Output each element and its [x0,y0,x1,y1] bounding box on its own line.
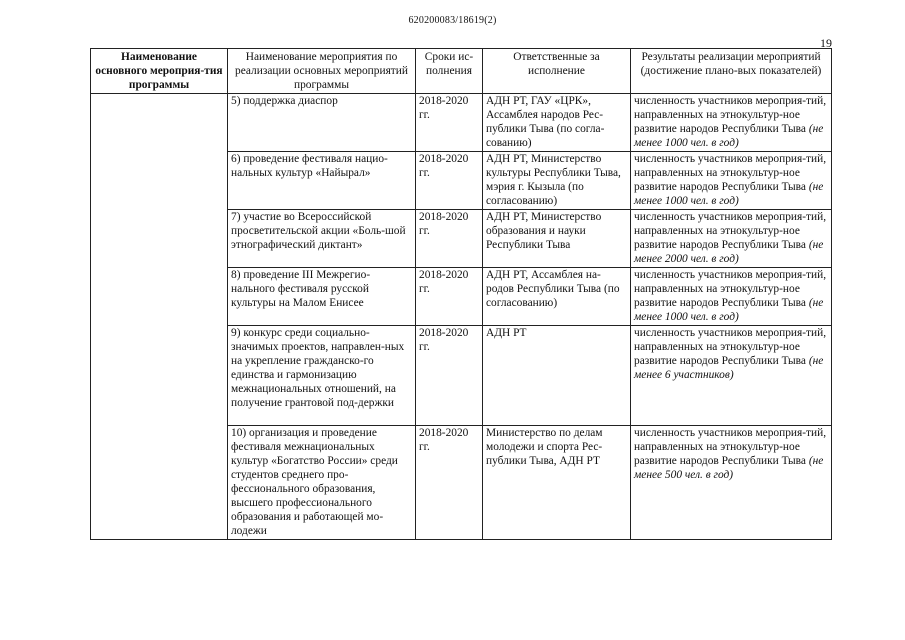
result-target: (не менее 2000 чел. в год) [634,239,824,265]
activity-cell: 10) организация и проведение фестиваля межнациональных культур «Богатство России» среди студентов среднего про-фессионального образования, высшего профессионального образования и работающей мо-лодежи [228,426,416,540]
result-target: (не менее 1000 чел. в год) [634,181,824,207]
result-cell [631,152,832,210]
result-target: (не менее 1000 чел. в год) [634,297,824,323]
header-main-activity: Наименование основного мероприя-тия программы [91,49,228,94]
period-cell: 2018-2020 гг. [416,268,483,326]
activity-cell: 6) проведение фестиваля нацио-нальных культур «Найырал» [228,152,416,210]
period-cell: 2018-2020 гг. [416,326,483,426]
result-cell [631,426,832,540]
responsible-cell: АДН РТ, Министерство культуры Республики Тыва, мэрия г. Кызыла (по согласованию) [483,152,631,210]
activity-cell: 9) конкурс среди социально-значимых проектов, направлен-ных на укрепление гражданско-го единства и гармонизацию межнациональных отношений, на получение грантовой под-держки [228,326,416,426]
result-cell [631,326,832,426]
activity-cell: 8) проведение III Межрегио-нального фестиваля русской культуры на Малом Енисее [228,268,416,326]
result-target: (не менее 500 чел. в год) [634,455,824,481]
header-activity: Наименование мероприятия по реализации основных мероприятий программы [228,49,416,94]
responsible-cell: АДН РТ [483,326,631,426]
header-results: Результаты реализации мероприятий (достижение плано-вых показателей) [631,49,832,94]
period-cell: 2018-2020 гг. [416,426,483,540]
result-cell [631,268,832,326]
table-row [91,94,832,152]
result-cell [631,94,832,152]
responsible-cell: Министерство по делам молодежи и спорта Рес-публики Тыва, АДН РТ [483,426,631,540]
responsible-cell: АДН РТ, ГАУ «ЦРК», Ассамблея народов Рес-публики Тыва (по согла-сованию) [483,94,631,152]
header-responsible: Ответственные за исполнение [483,49,631,94]
table-header-row [91,49,832,94]
header-period: Сроки ис-полнения [416,49,483,94]
result-text: численность участников мероприя-тий, направленных на этнокультур-ное развитие народов Республики Тыва [634,427,827,467]
activity-cell: 5) поддержка диаспор [228,94,416,152]
result-text: численность участников мероприя-тий, направленных на этнокультур-ное развитие народов Республики Тыва [634,327,827,367]
result-cell [631,210,832,268]
period-cell: 2018-2020 гг. [416,94,483,152]
document-id: 620200083/18619(2) [408,15,497,26]
responsible-cell: АДН РТ, Министерство образования и науки Республики Тыва [483,210,631,268]
result-text: численность участников мероприя-тий, направленных на этнокультур-ное развитие народов Республики Тыва [634,95,827,135]
period-cell: 2018-2020 гг. [416,210,483,268]
responsible-cell: АДН РТ, Ассамблея на-родов Республики Тыва (по согласованию) [483,268,631,326]
result-text: численность участников мероприя-тий, направленных на этнокультур-ное развитие народов Республики Тыва [634,211,827,251]
page-number: 19 [820,36,832,50]
result-target: (не менее 1000 чел. в год) [634,123,824,149]
result-text: численность участников мероприя-тий, направленных на этнокультур-ное развитие народов Республики Тыва [634,153,827,193]
activity-cell: 7) участие во Всероссийской просветительской акции «Боль-шой этнографический диктант» [228,210,416,268]
result-text: численность участников мероприя-тий, направленных на этнокультур-ное развитие народов Республики Тыва [634,269,827,309]
result-target: (не менее 6 участников) [634,355,824,381]
main-activity-cell [91,94,228,540]
measures-table [90,48,832,540]
period-cell: 2018-2020 гг. [416,152,483,210]
